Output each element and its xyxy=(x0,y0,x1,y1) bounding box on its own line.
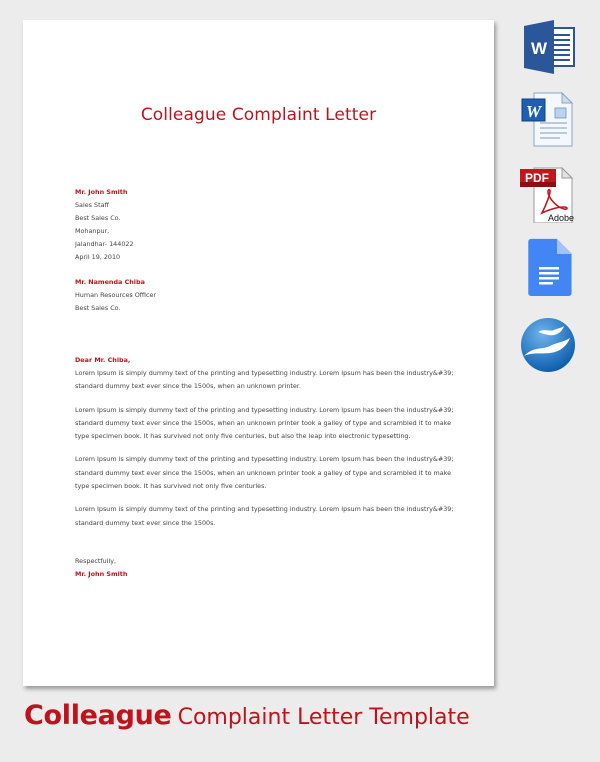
pdf-icon[interactable] xyxy=(520,165,578,223)
letter-closing xyxy=(75,555,455,581)
letter-body xyxy=(75,354,455,530)
svg-text:PDF: PDF xyxy=(525,171,549,185)
word-2013-icon[interactable] xyxy=(520,18,578,76)
footer-title-strong: Colleague xyxy=(24,700,172,731)
svg-text:W: W xyxy=(525,102,542,121)
word-2003-icon[interactable] xyxy=(520,90,578,148)
letter-date: April 19, 2010 xyxy=(75,253,121,261)
recipient-address xyxy=(75,276,455,315)
body-paragraph: Lorem Ipsum is simply dummy text of the printing and typesetting industry. Lorem Ipsum has been the industry&#39; standard dummy text ever since the 1500s, when an unknown printer took a galley of type and scrambled it to make type specimen book. It has survived not only five centuries, but also the leap into electronic typesetting. xyxy=(75,405,454,441)
body-paragraph: Lorem Ipsum is simply dummy text of the printing and typesetting industry. Lorem Ipsum has been the industry&#39; standard dummy text ever since the 1500s, when an unknown printer. xyxy=(75,369,454,391)
recipient-line: Best Sales Co. xyxy=(75,304,121,312)
document-title: Colleague Complaint Letter xyxy=(140,105,377,125)
salutation: Dear Mr. Chiba, xyxy=(75,356,131,364)
letter-page xyxy=(23,20,494,686)
sender-name: Mr. John Smith xyxy=(75,188,128,196)
closing-text: Respectfully, xyxy=(75,557,117,565)
svg-text:Adobe: Adobe xyxy=(547,213,575,223)
recipient-line: Human Resources Officer xyxy=(75,291,157,299)
template-footer-title xyxy=(24,700,470,731)
sender-line: Sales Staff xyxy=(75,201,109,209)
svg-text:W: W xyxy=(530,39,548,58)
recipient-name: Mr. Namenda Chiba xyxy=(75,278,145,286)
sender-line: Mohanpur, xyxy=(75,227,110,235)
google-docs-icon[interactable] xyxy=(520,238,578,296)
sender-line: Best Sales Co. xyxy=(75,214,121,222)
openoffice-icon[interactable] xyxy=(520,316,578,374)
body-paragraph: Lorem Ipsum is simply dummy text of the printing and typesetting industry. Lorem Ipsum has been the industry&#39; standard dummy text ever since the 1500s, when an unknown printer took a galley of type and scrambled it to make type specimen book. It has survived not only five centuries. xyxy=(75,455,454,491)
body-paragraph: Lorem Ipsum is simply dummy text of the printing and typesetting industry. Lorem Ipsum has been the industry&#39; standard dummy text ever since the 1500s. xyxy=(75,505,454,527)
sender-line: Jalandhar- 144022 xyxy=(75,240,134,248)
sender-address xyxy=(75,186,455,264)
footer-title-light: Complaint Letter Template xyxy=(177,705,470,730)
signature: Mr. John Smith xyxy=(75,570,128,578)
